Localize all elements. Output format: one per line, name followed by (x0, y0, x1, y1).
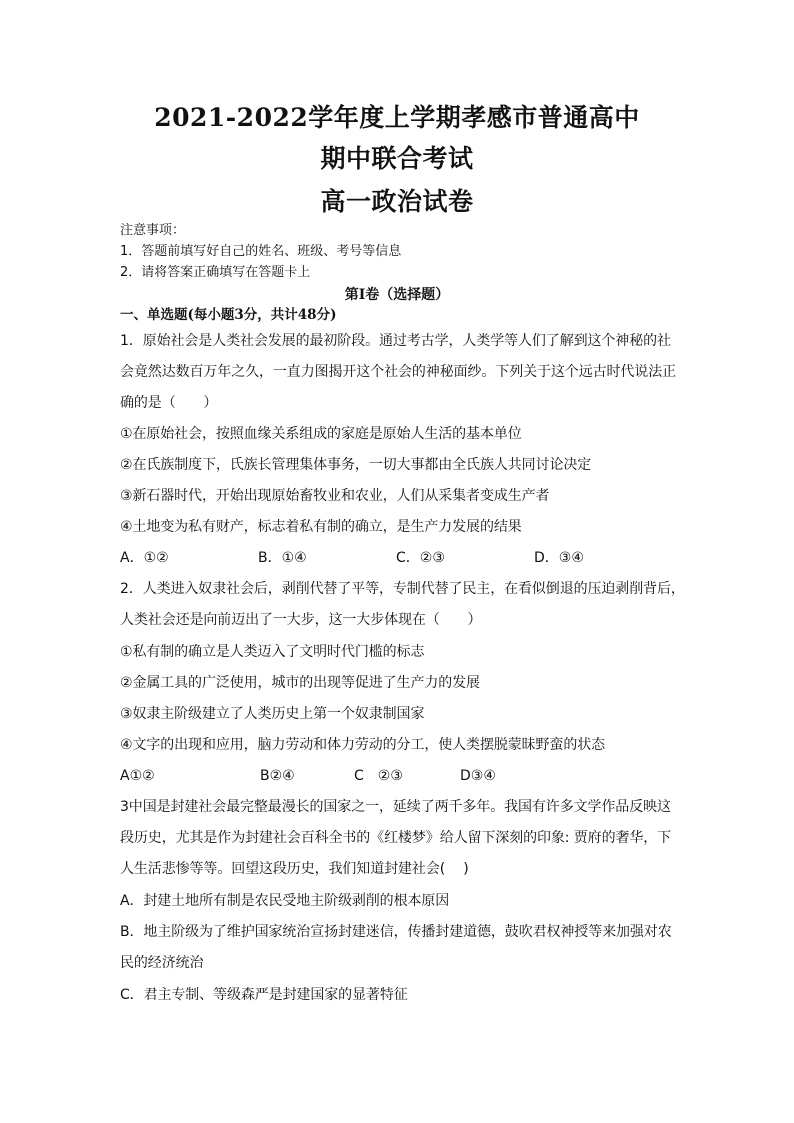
question-3-option-a[interactable]: A．封建土地所有制是农民受地主阶级剥削的根本原因 (120, 893, 450, 909)
question-1-stem: 确的是（ ） (120, 395, 218, 411)
question-2-statement: ③奴隶主阶级建立了人类历史上第一个奴隶制国家 (120, 706, 425, 722)
question-2-stem: 2．人类进入奴隶社会后，剥削代替了平等，专制代替了民主，在看似倒退的压迫剥削背后， (120, 581, 685, 597)
notice-item: 2．请将答案正确填写在答题卡上 (120, 265, 311, 280)
question-3-stem: 人生活悲惨等等。回望这段历史，我们知道封建社会( ) (120, 861, 469, 877)
question-3-stem: 3中国是封建社会最完整最漫长的国家之一，延续了两千多年。我国有许多文学作品反映这 (120, 799, 671, 815)
question-1-statement: ④土地变为私有财产，标志着私有制的确立，是生产力发展的结果 (120, 519, 522, 535)
question-1-statement: ③新石器时代，开始出现原始畜牧业和农业，人们从采集者变成生产者 (120, 488, 550, 504)
option-d[interactable]: D③④ (460, 768, 496, 784)
volume-title: 第I卷（选择题） (344, 287, 450, 303)
exam-title-line2: 期中联合考试 (320, 144, 474, 173)
option-b[interactable]: B．①④ (258, 550, 307, 566)
exam-title-line1: 2021-2022学年度上学期孝感市普通高中 (154, 103, 640, 132)
question-2-statement: ②金属工具的广泛使用，城市的出现等促进了生产力的发展 (120, 675, 480, 691)
option-a[interactable]: A①② (120, 768, 155, 784)
question-1-stem: 会竟然达数百万年之久，一直力图揭开这个社会的神秘面纱。下列关于这个远古时代说法正 (120, 364, 676, 380)
option-a[interactable]: A．①② (120, 550, 169, 566)
question-3-option-b-continued: 民的经济统治 (120, 955, 204, 971)
option-d[interactable]: D．③④ (534, 550, 584, 566)
question-1-statement: ①在原始社会，按照血缘关系组成的家庭是原始人生活的基本单位 (120, 426, 522, 442)
question-2-statement: ①私有制的确立是人类迈入了文明时代门槛的标志 (120, 644, 425, 660)
question-3-option-c[interactable]: C．君主专制、等级森严是封建国家的显著特征 (120, 987, 408, 1003)
question-1-statement: ②在氏族制度下，氏族长管理集体事务，一切大事都由全氏族人共同讨论决定 (120, 457, 592, 473)
notice-heading: 注意事项： (120, 223, 186, 238)
question-1-stem: 1．原始社会是人类社会发展的最初阶段。通过考古学，人类学等人们了解到这个神秘的社 (120, 333, 671, 349)
question-3-option-b[interactable]: B．地主阶级为了维护国家统治宣扬封建迷信，传播封建道德，鼓吹君权神授等来加强对农 (120, 924, 672, 940)
option-b[interactable]: B②④ (260, 768, 295, 784)
option-c[interactable]: C ②③ (354, 768, 403, 784)
question-2-statement: ④文字的出现和应用，脑力劳动和体力劳动的分工，使人类摆脱蒙昧野蛮的状态 (120, 737, 606, 753)
question-2-stem: 人类社会还是向前迈出了一大步，这一大步体现在（ ） (120, 612, 482, 628)
question-1-options (120, 548, 680, 568)
question-2-options (120, 766, 680, 786)
notice-item: 1．答题前填写好自己的姓名、班级、考号等信息 (120, 244, 402, 259)
option-c[interactable]: C．②③ (396, 550, 445, 566)
section-title: 一、单选题(每小题3分，共计48分) (120, 307, 337, 323)
exam-subject-title: 高一政治试卷 (320, 187, 474, 216)
question-3-stem: 段历史，尤其是作为封建社会百科全书的《红楼梦》给人留下深刻的印象: 贾府的奢华，下 (120, 830, 672, 846)
